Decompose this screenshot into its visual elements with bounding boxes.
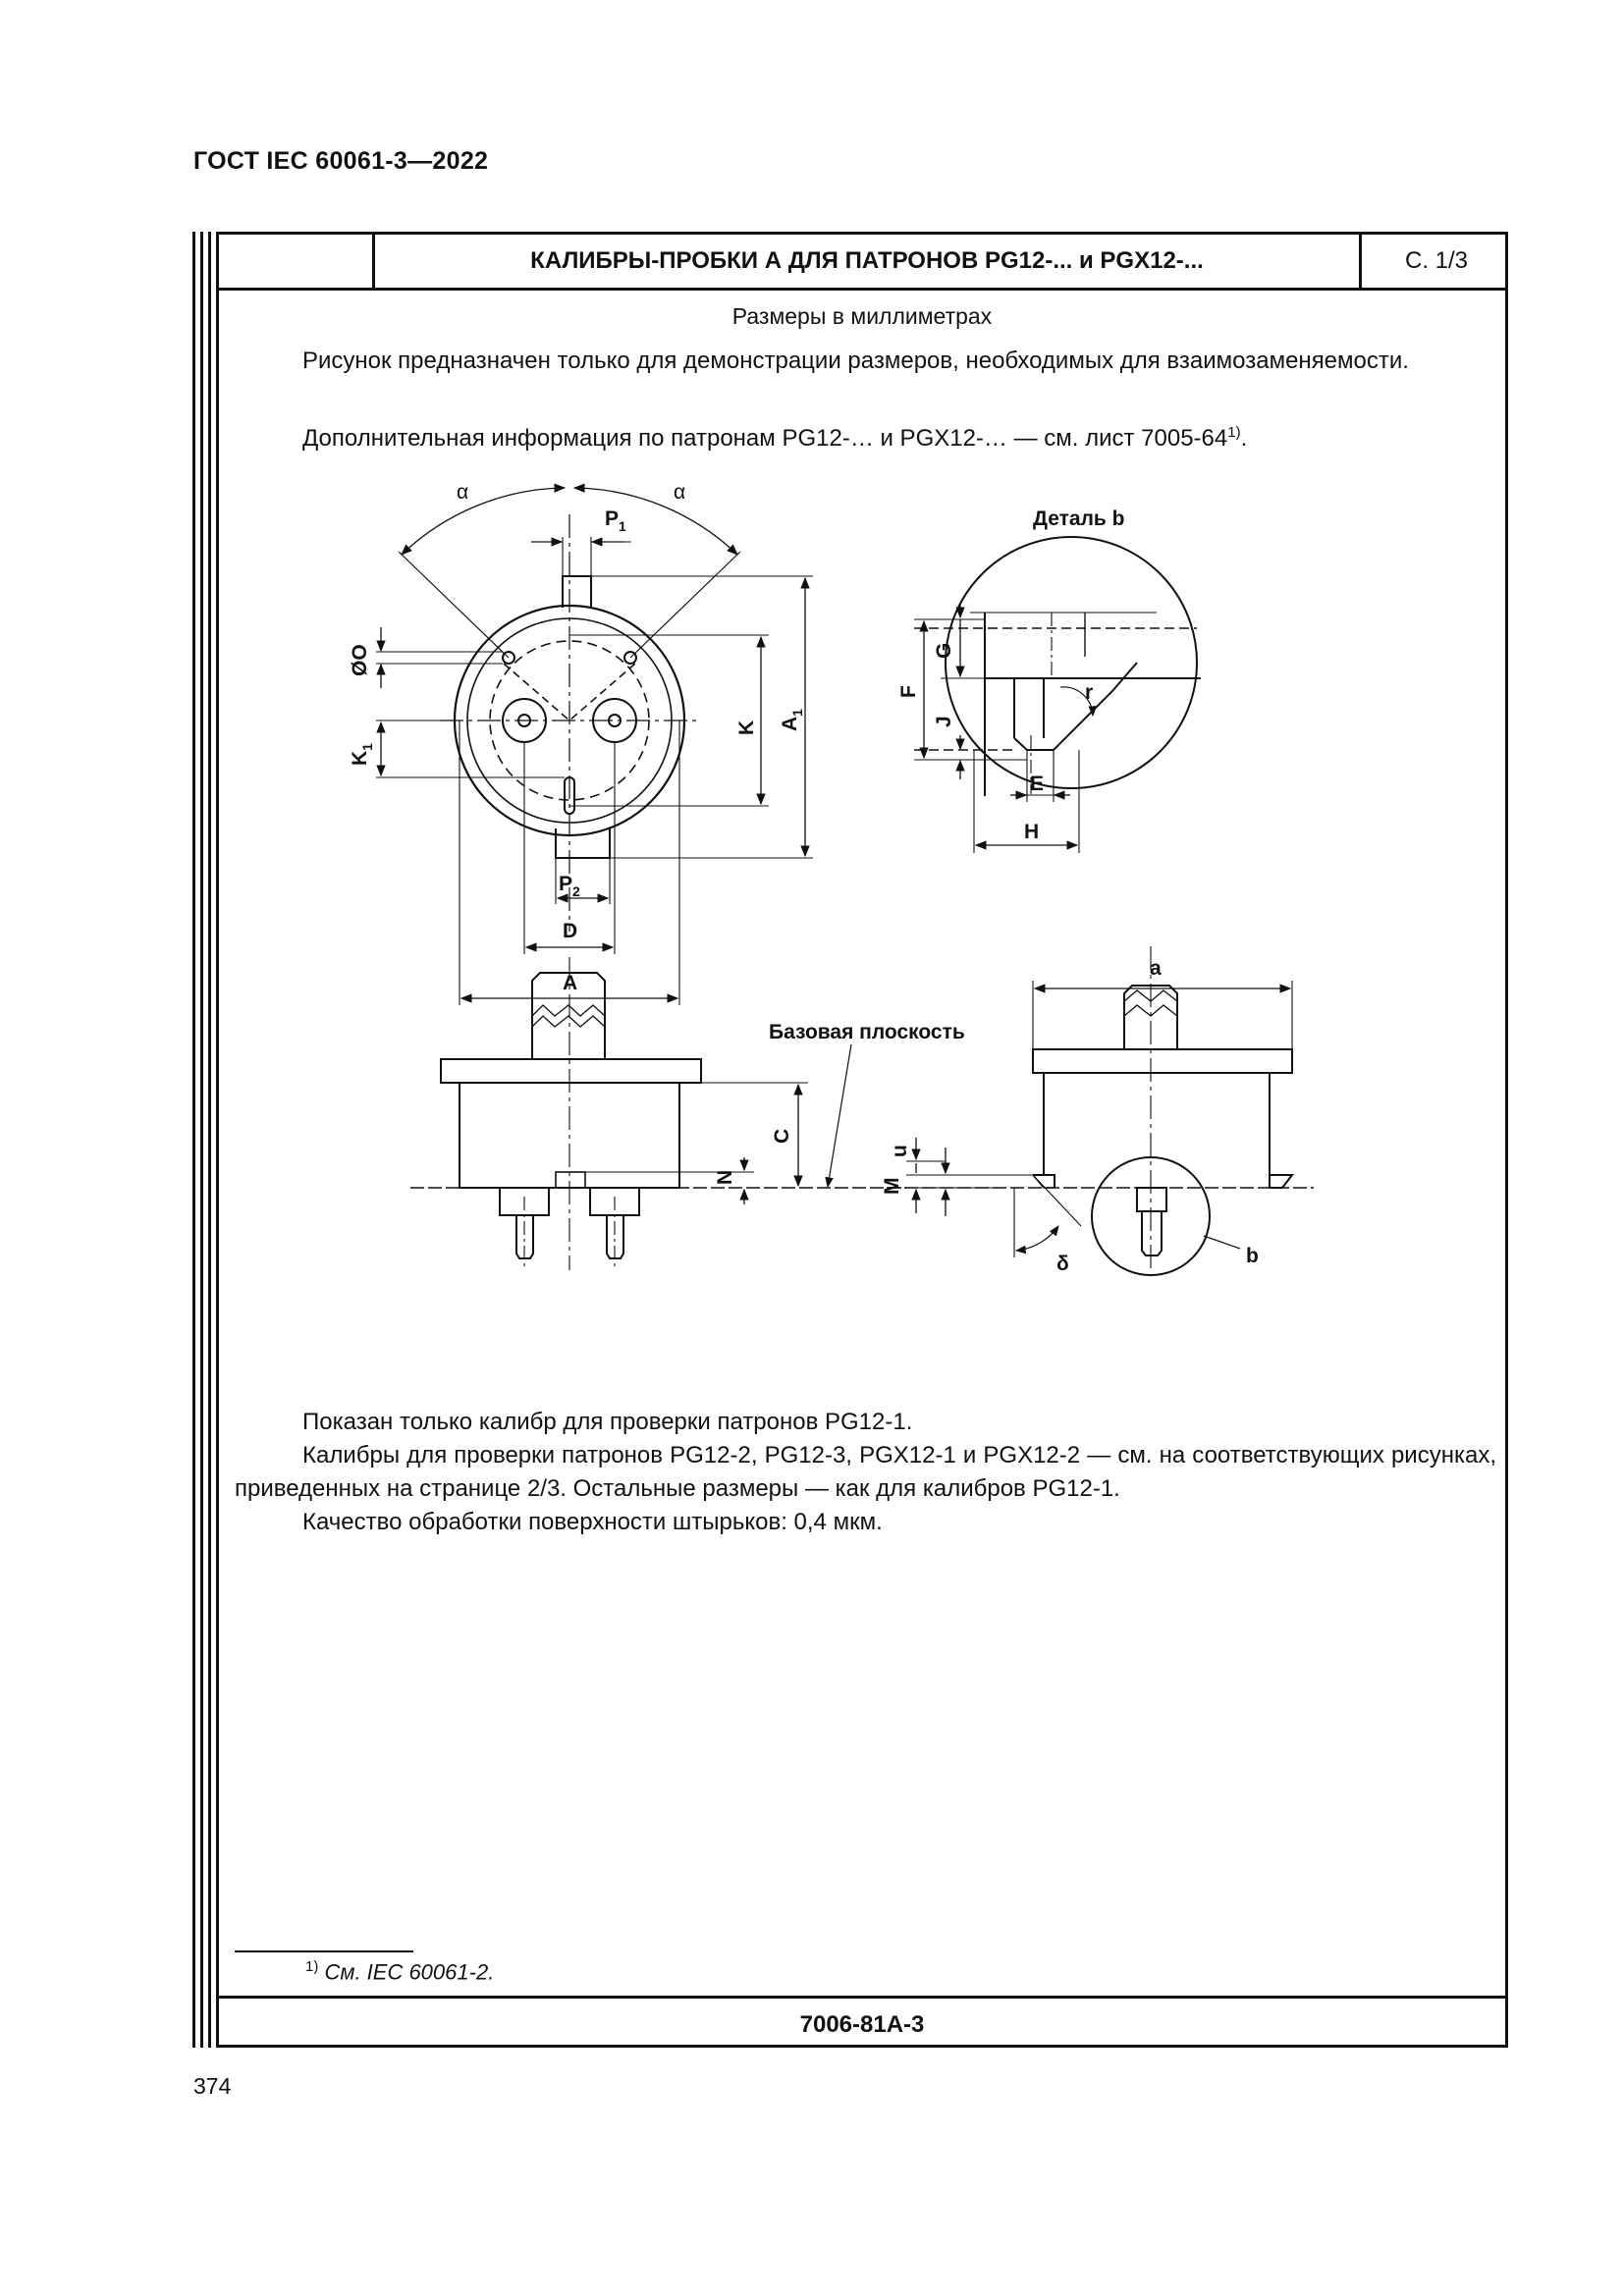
footnote-text: См. IEC 60061-2.	[324, 1959, 495, 1985]
label-k: K	[735, 720, 758, 735]
label-e: E	[1030, 773, 1045, 795]
footnote-marker: 1)	[1227, 424, 1241, 441]
units-note: Размеры в миллиметрах	[731, 303, 993, 329]
footnote-marker-bottom: 1)	[305, 1958, 319, 1975]
label-m: M	[881, 1177, 903, 1195]
note-paragraph-1: Показан только калибр для проверки патронов PG12-1.	[302, 1409, 913, 1435]
bottom-block	[219, 1996, 1505, 2051]
title-empty-cell	[219, 235, 375, 288]
page-indicator: С. 1/3	[1359, 235, 1511, 288]
title-block	[219, 235, 1505, 291]
detail-b-title: Деталь b	[1033, 507, 1125, 530]
label-base-plane: Базовая плоскость	[769, 1021, 965, 1043]
reference-text: Дополнительная информация по патронам PG12-… и PGX12-… — см. лист 7005-64	[302, 425, 1228, 452]
label-k1: $K_1$	[349, 743, 375, 766]
binding-line	[200, 232, 203, 2048]
label-a-width: A	[563, 972, 578, 994]
binding-line	[192, 232, 195, 2048]
footnote-separator	[235, 1950, 413, 1952]
label-alpha-right: α	[674, 481, 686, 504]
label-diameter-o: ØO	[349, 644, 371, 676]
intro-paragraph-reference	[235, 416, 1496, 455]
footnote	[305, 1958, 494, 1985]
gauge-drawing	[219, 470, 1505, 1413]
standard-header: ГОСТ IEC 60061-3—2022	[193, 147, 489, 175]
reference-end: .	[1240, 425, 1248, 452]
label-a-lower: a	[1150, 957, 1162, 980]
label-r: r	[1085, 681, 1094, 704]
label-g: G	[933, 642, 955, 659]
detail-b	[914, 537, 1201, 853]
label-alpha-left: α	[457, 481, 469, 504]
page-number: 374	[193, 2073, 232, 2099]
label-u: u	[889, 1145, 911, 1157]
label-a1: $A_1$	[779, 709, 805, 731]
label-j: J	[933, 716, 955, 727]
sheet-code: 7006-81A-3	[799, 2011, 925, 2038]
label-delta: δ	[1056, 1253, 1069, 1275]
label-n: N	[714, 1169, 736, 1185]
label-p2: $P_2$	[559, 873, 580, 899]
label-c: C	[771, 1128, 793, 1144]
top-view	[376, 488, 813, 1005]
label-f: F	[897, 685, 920, 698]
note-paragraph-2: Калибры для проверки патронов PG12-2, PG12-3, PGX12-1 и PGX12-2 — см. на соответствующих рисунках, приведенных на странице 2/3. Остальные размеры — как для калибров PG12-1.	[235, 1442, 1496, 1502]
label-b: b	[1246, 1245, 1259, 1267]
side-view-left	[410, 957, 906, 1270]
binding-line	[208, 232, 211, 2048]
sheet-title: КАЛИБРЫ-ПРОБКИ А ДЛЯ ПАТРОНОВ PG12-... и PGX12-...	[530, 247, 1204, 274]
label-d: D	[563, 920, 578, 942]
side-view-right	[887, 946, 1314, 1275]
intro-paragraph: Рисунок предназначен только для демонстрации размеров, необходимых для взаимозаменяемости.	[302, 347, 1409, 374]
note-paragraph-3: Качество обработки поверхности штырьков: 0,4 мкм.	[302, 1509, 883, 1535]
label-h: H	[1024, 821, 1040, 843]
label-p1: $P_1$	[605, 507, 626, 534]
standard-sheet	[216, 232, 1508, 2048]
